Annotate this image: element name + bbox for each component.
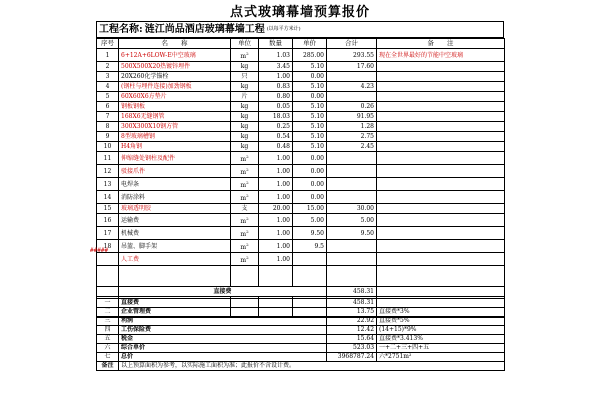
item-no: 4 xyxy=(97,82,119,92)
item-name: 驳接爪件 xyxy=(119,165,231,178)
item-unit: kg xyxy=(231,142,259,152)
item-unit: kg xyxy=(231,102,259,112)
item-no xyxy=(97,253,119,266)
item-qty: 0.83 xyxy=(259,82,293,92)
item-no: 1 xyxy=(97,49,119,62)
item-total: 4.23 xyxy=(327,82,377,92)
summary-name: 利润 xyxy=(119,317,327,326)
summary-name: 企业管理费 xyxy=(119,308,327,317)
item-total xyxy=(327,72,377,82)
item-qty: 0.05 xyxy=(259,102,293,112)
table-row xyxy=(97,82,505,92)
blank-cell xyxy=(293,266,327,287)
item-price: 0.00 xyxy=(293,165,327,178)
item-remark xyxy=(377,102,505,112)
summary-remark: 一+二+三+四+五 xyxy=(377,344,505,353)
summary-no: 一 xyxy=(97,299,119,308)
item-qty: 1.00 xyxy=(259,178,293,191)
item-unit: $m^2$ xyxy=(231,227,259,240)
table-row xyxy=(97,102,505,112)
item-no: 5 xyxy=(97,92,119,102)
table-row xyxy=(97,112,505,122)
item-total: 2.75 xyxy=(327,132,377,142)
item-price: 5.10 xyxy=(293,122,327,132)
item-total xyxy=(327,165,377,178)
remark-row xyxy=(97,362,505,371)
item-table xyxy=(96,38,505,318)
item-qty: 0.80 xyxy=(259,92,293,102)
item-unit: $m^2$ xyxy=(231,165,259,178)
summary-no: 三 xyxy=(97,317,119,326)
summary-total: 523.03 xyxy=(327,344,377,353)
item-total: 30.00 xyxy=(327,204,377,214)
item-unit: $m^2$ xyxy=(231,178,259,191)
item-qty: 1.00 xyxy=(259,72,293,82)
item-price: 5.10 xyxy=(293,112,327,122)
header-remark: 备 注 xyxy=(377,39,505,49)
item-price: 5.00 xyxy=(293,214,327,227)
item-price: 5.10 xyxy=(293,132,327,142)
table-row xyxy=(97,227,505,240)
summary-remark: 直接费*5% xyxy=(377,317,505,326)
item-remark xyxy=(377,204,505,214)
summary-no: 四 xyxy=(97,326,119,335)
item-price: 5.10 xyxy=(293,82,327,92)
item-unit: $m^2$ xyxy=(231,240,259,253)
item-total: 9.50 xyxy=(327,227,377,240)
item-unit: kg xyxy=(231,132,259,142)
item-price: 15.00 xyxy=(293,204,327,214)
item-remark xyxy=(377,142,505,152)
item-price: 0.00 xyxy=(293,92,327,102)
item-name: 300X300X10钢方管 xyxy=(119,122,231,132)
item-name: 吊篮、脚手架 xyxy=(119,240,231,253)
item-name: 8型玻璃槽钢 xyxy=(119,132,231,142)
item-remark: 现在全世界最好的节能中空玻璃 xyxy=(377,49,505,62)
header-no: 序号 xyxy=(97,39,119,49)
item-remark xyxy=(377,72,505,82)
item-qty: 1.03 xyxy=(259,49,293,62)
item-no: 14 xyxy=(97,191,119,204)
summary-no: 七 xyxy=(97,353,119,362)
item-qty: 20.00 xyxy=(259,204,293,214)
item-no: 10 xyxy=(97,142,119,152)
item-unit: 只 xyxy=(231,72,259,82)
summary-total: 13.75 xyxy=(327,308,377,317)
summary-total: 3968787.24 xyxy=(327,353,377,362)
item-total xyxy=(327,253,377,266)
summary-no: 二 xyxy=(97,308,119,317)
item-remark xyxy=(377,152,505,165)
summary-row xyxy=(97,344,505,353)
summary-remark: (14+15)*9% xyxy=(377,326,505,335)
item-name: 电焊条 xyxy=(119,178,231,191)
item-remark xyxy=(377,253,505,266)
header-price: 单价 xyxy=(293,39,327,49)
item-price: 9.50 xyxy=(293,227,327,240)
table-row xyxy=(97,72,505,82)
item-qty: 0.54 xyxy=(259,132,293,142)
item-name: H4角钢 xyxy=(119,142,231,152)
item-name: 钢板钢板 xyxy=(119,102,231,112)
summary-row xyxy=(97,308,505,317)
table-row xyxy=(97,132,505,142)
blank-cell xyxy=(97,266,119,287)
project-row xyxy=(96,21,504,38)
item-total: 2.45 xyxy=(327,142,377,152)
item-remark xyxy=(377,132,505,142)
item-remark xyxy=(377,82,505,92)
item-name: 运输费 xyxy=(119,214,231,227)
item-total: 1.28 xyxy=(327,122,377,132)
item-unit: $m^2$ xyxy=(231,49,259,62)
item-unit: kg xyxy=(231,112,259,122)
item-unit: $m^2$ xyxy=(231,214,259,227)
item-price: 0.00 xyxy=(293,72,327,82)
table-row xyxy=(97,214,505,227)
summary-total: 15.64 xyxy=(327,335,377,344)
item-total: 17.60 xyxy=(327,62,377,72)
item-remark xyxy=(377,240,505,253)
summary-remark: 直接费*3.413% xyxy=(377,335,505,344)
item-remark xyxy=(377,62,505,72)
item-remark xyxy=(377,165,505,178)
item-qty: 3.45 xyxy=(259,62,293,72)
summary-row xyxy=(97,326,505,335)
item-total xyxy=(327,240,377,253)
item-no: 16 xyxy=(97,214,119,227)
item-qty: 1.00 xyxy=(259,240,293,253)
table-row xyxy=(97,240,505,253)
blank-cell xyxy=(119,266,231,287)
item-price xyxy=(293,253,327,266)
item-no: 3 xyxy=(97,72,119,82)
item-unit: $m^2$ xyxy=(231,191,259,204)
summary-name: 直接费 xyxy=(119,299,327,308)
blank-cell xyxy=(259,266,293,287)
item-price: 0.00 xyxy=(293,191,327,204)
item-total: 0.26 xyxy=(327,102,377,112)
summary-name: 税金 xyxy=(119,335,327,344)
blank-cell xyxy=(97,287,119,297)
item-no: 12 xyxy=(97,165,119,178)
item-name: 6+12A+6LOW-E中空玻璃 xyxy=(119,49,231,62)
item-qty: 1.00 xyxy=(259,253,293,266)
blank-cell xyxy=(327,266,377,287)
item-unit: kg xyxy=(231,82,259,92)
item-unit: 片 xyxy=(231,92,259,102)
table-row xyxy=(97,253,505,266)
item-no: 9 xyxy=(97,132,119,142)
page-title: 点式玻璃幕墙预算报价 xyxy=(229,5,370,20)
table-row xyxy=(97,204,505,214)
item-unit: kg xyxy=(231,62,259,72)
item-price: 285.00 xyxy=(293,49,327,62)
item-no: 15 xyxy=(97,204,119,214)
item-name: 人工费 xyxy=(119,253,231,266)
summary-remark xyxy=(377,299,505,308)
summary-remark: 六*2751m² xyxy=(377,353,505,362)
item-no: 11 xyxy=(97,152,119,165)
item-total xyxy=(327,191,377,204)
item-no: 18 xyxy=(97,240,119,253)
item-qty: 0.48 xyxy=(259,142,293,152)
item-name: 伸缩缝处钢柱及配件 xyxy=(119,152,231,165)
header-name: 名 称 xyxy=(119,39,231,49)
item-total xyxy=(327,152,377,165)
item-price: 0.00 xyxy=(293,152,327,165)
summary-no: 六 xyxy=(97,344,119,353)
item-qty: 1.00 xyxy=(259,214,293,227)
item-no: 6 xyxy=(97,102,119,112)
header-total: 合计 xyxy=(327,39,377,49)
project-name: 涟江尚品酒店玻璃幕墙工程 xyxy=(144,24,265,35)
summary-table xyxy=(96,298,505,371)
blank-cell xyxy=(231,266,259,287)
summary-row xyxy=(97,299,505,308)
table-row xyxy=(97,178,505,191)
remark-label: 备注 xyxy=(97,362,119,371)
item-no: 17 xyxy=(97,227,119,240)
item-remark xyxy=(377,191,505,204)
item-name: 500X500X20热镀锌埋件 xyxy=(119,62,231,72)
item-qty: 0.25 xyxy=(259,122,293,132)
item-total xyxy=(327,178,377,191)
header-unit: 单位 xyxy=(231,39,259,49)
item-price: 5.10 xyxy=(293,62,327,72)
table-row xyxy=(97,122,505,132)
item-total: 5.00 xyxy=(327,214,377,227)
table-row xyxy=(97,49,505,62)
item-remark xyxy=(377,122,505,132)
item-unit: kg xyxy=(231,122,259,132)
item-remark xyxy=(377,227,505,240)
summary-total: 22.92 xyxy=(327,317,377,326)
hatch-marker: ##### xyxy=(90,247,109,254)
project-label: 工程名称: xyxy=(99,24,143,35)
blank-cell xyxy=(377,287,505,297)
header-qty: 数量 xyxy=(259,39,293,49)
item-qty: 18.03 xyxy=(259,112,293,122)
item-qty: 1.00 xyxy=(259,227,293,240)
item-remark xyxy=(377,92,505,102)
item-name: 消防涂料 xyxy=(119,191,231,204)
item-no: 8 xyxy=(97,122,119,132)
table-row xyxy=(97,62,505,72)
blank-cell xyxy=(377,266,505,287)
item-no: 13 xyxy=(97,178,119,191)
table-row xyxy=(97,92,505,102)
summary-name: 总价 xyxy=(119,353,327,362)
item-price: 9.5 xyxy=(293,240,327,253)
table-row xyxy=(97,165,505,178)
table-row xyxy=(97,152,505,165)
summary-row xyxy=(97,335,505,344)
item-no: 2 xyxy=(97,62,119,72)
summary-total: 12.42 xyxy=(327,326,377,335)
item-unit: $m^2$ xyxy=(231,152,259,165)
project-note: (以每平方米计) xyxy=(266,26,301,32)
item-remark xyxy=(377,214,505,227)
item-total: 293.55 xyxy=(327,49,377,62)
item-name: 20X260化学锚栓 xyxy=(119,72,231,82)
item-name: 玻璃透明胶 xyxy=(119,204,231,214)
direct-cost-value: 458.31 xyxy=(327,287,377,297)
item-remark xyxy=(377,112,505,122)
item-name: 60X60X6方垫片 xyxy=(119,92,231,102)
item-unit: $m^2$ xyxy=(231,253,259,266)
summary-no: 五 xyxy=(97,335,119,344)
table-row xyxy=(97,191,505,204)
item-unit: 支 xyxy=(231,204,259,214)
item-price: 0.00 xyxy=(293,178,327,191)
table-header-row xyxy=(97,39,505,49)
remark-text: 以上预算面积为参考，以实际施工面积为准；此报价不含设计费。 xyxy=(119,362,505,371)
summary-name: 综合单价 xyxy=(119,344,327,353)
summary-row xyxy=(97,317,505,326)
item-qty: 1.00 xyxy=(259,152,293,165)
summary-row xyxy=(97,353,505,362)
item-qty: 1.00 xyxy=(259,191,293,204)
table-row xyxy=(97,142,505,152)
summary-remark: 直接费*3% xyxy=(377,308,505,317)
summary-total: 458.31 xyxy=(327,299,377,308)
item-name: (钢柱与埋件连接)加劲钢板 xyxy=(119,82,231,92)
item-price: 5.10 xyxy=(293,142,327,152)
item-total xyxy=(327,92,377,102)
item-qty: 1.00 xyxy=(259,165,293,178)
item-name: 机械费 xyxy=(119,227,231,240)
item-price: 5.10 xyxy=(293,102,327,112)
summary-name: 工伤保险费 xyxy=(119,326,327,335)
blank-row xyxy=(97,266,505,287)
item-no: 7 xyxy=(97,112,119,122)
item-total: 91.95 xyxy=(327,112,377,122)
quotation-sheet xyxy=(90,0,504,400)
item-remark xyxy=(377,178,505,191)
direct-cost-row xyxy=(97,287,505,297)
item-name: 168X6无缝钢管 xyxy=(119,112,231,122)
direct-cost-label: 直接费 xyxy=(119,287,327,297)
